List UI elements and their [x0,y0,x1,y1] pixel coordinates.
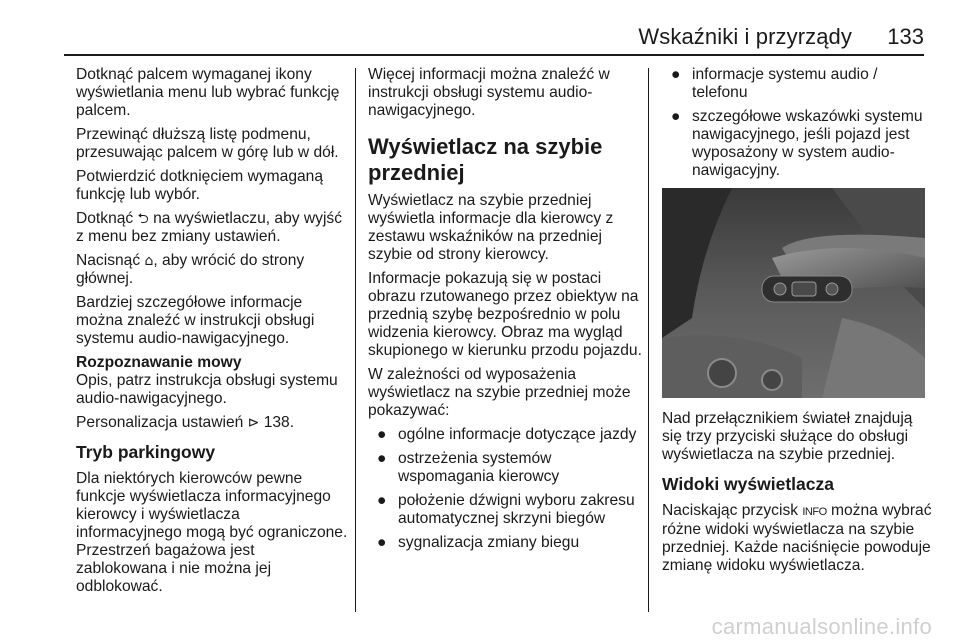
list-item [368,450,644,486]
list-item [368,534,644,552]
text: Dotknąć [76,210,138,227]
page-reference[interactable]: 138. [259,414,295,431]
bullet-list [662,66,934,180]
column-3 [662,66,934,581]
paragraph: Potwierdzić dotknięciem wymaganą funkcję lub wybór. [76,168,324,203]
list-item-text: sygnalizacja zmiany biegu [398,534,580,551]
text: można wybrać różne widoki wyświetlacza na szybie przedniej. Każde naciśnięcie powoduje zmianę widoku wyświetlacza. [662,502,932,574]
text: Naciskając przycisk [662,502,803,519]
paragraph: Opis, patrz instrukcja obsługi systemu audio-nawigacyjnego. [76,372,338,407]
bullet-icon: ● [377,450,387,467]
list-item [368,492,644,528]
bullet-list [368,426,644,552]
bullet-icon: ● [377,534,387,551]
list-item-text: ogólne informacje dotyczące jazdy [398,426,637,443]
text: , aby wrócić do strony głównej. [76,252,305,287]
bullet-icon: ● [377,492,387,509]
watermark: carmanualsonline.info [711,614,932,639]
paragraph [662,502,934,575]
heading-display-views: Widoki wyświetlacza [662,474,834,494]
bullet-icon: ● [671,108,681,125]
column-2 [368,66,644,558]
bullet-icon: ● [377,426,387,443]
list-item [368,426,644,444]
heading-head-up-display: Wyświetlacz na szybie przedniej [368,134,603,185]
heading-parking-mode: Tryb parkingowy [76,442,216,462]
paragraph: W zależności od wyposażenia wyświetlacz na szybie przedniej może pokazywać: [368,366,631,419]
column-divider [648,68,649,612]
paragraph: Informacje pokazują się w postaci obrazu rzutowanego przez obiektyw na przednią szybę bezpośrednio w polu widzenia kierowcy. Obraz ma wygląd skupionego w kierunku przodu pojazdu. [368,270,642,359]
paragraph [76,414,348,432]
list-item [662,66,934,102]
header-rule [64,54,924,56]
hud-buttons-photo [662,188,925,398]
paragraph: Wyświetlacz na szybie przedniej wyświetla informacje dla kierowcy z zestawu wskaźników na przedniej szybie od strony kierowcy. [368,192,614,263]
paragraph: Dotknąć palcem wymaganej ikony wyświetlania menu lub wybrać funkcję palcem. [76,66,340,119]
paragraph: Więcej informacji można znaleźć w instrukcji obsługi systemu audio-nawigacyjnego. [368,66,610,119]
page-reference-icon: ⊳ [247,415,260,431]
paragraph [76,210,348,246]
text: Nacisnąć [76,252,145,269]
paragraph: Przewinąć dłuższą listę podmenu, przesuwając palcem w górę lub w dół. [76,126,339,161]
page-number: 133 [887,24,924,49]
column-1 [76,66,348,602]
info-button-icon: INFO [802,506,827,518]
paragraph [76,252,348,288]
back-icon: ⮌ [137,211,149,227]
list-item [662,108,934,180]
paragraph: Dla niektórych kierowców pewne funkcje wyświetlacza informacyjnego kierowcy i wyświetlacza informacyjnego mogą być ograniczone. Przestrzeń bagażowa jest zablokowana i nie można jej odblokować. [76,470,348,595]
subheading-voice: Rozpoznawanie mowy [76,354,242,371]
list-item-text: informacje systemu audio / telefonu [692,66,878,101]
list-item-text: położenie dźwigni wyboru zakresu automatycznej skrzyni biegów [398,492,635,527]
list-item-text: ostrzeżenia systemów wspomagania kierowcy [398,450,560,485]
bullet-icon: ● [671,66,681,83]
text: na wyświetlaczu, aby wyjść z menu bez zmiany ustawień. [76,210,343,245]
text: Personalizacja ustawień [76,414,248,431]
section-title: Wskaźniki i przyrządy [638,24,852,49]
list-item-text: szczegółowe wskazówki systemu nawigacyjnego, jeśli pojazd jest wyposażony w system audio-nawigacyjny. [692,108,923,179]
home-icon: ⌂ [144,253,154,269]
paragraph: Nad przełącznikiem świateł znajdują się trzy przyciski służące do obsługi wyświetlacza na szybie przedniej. [662,410,913,463]
column-divider [355,68,356,612]
page-header [0,0,960,56]
paragraph: Bardziej szczegółowe informacje można znaleźć w instrukcji obsługi systemu audio-nawigacyjnego. [76,294,315,347]
